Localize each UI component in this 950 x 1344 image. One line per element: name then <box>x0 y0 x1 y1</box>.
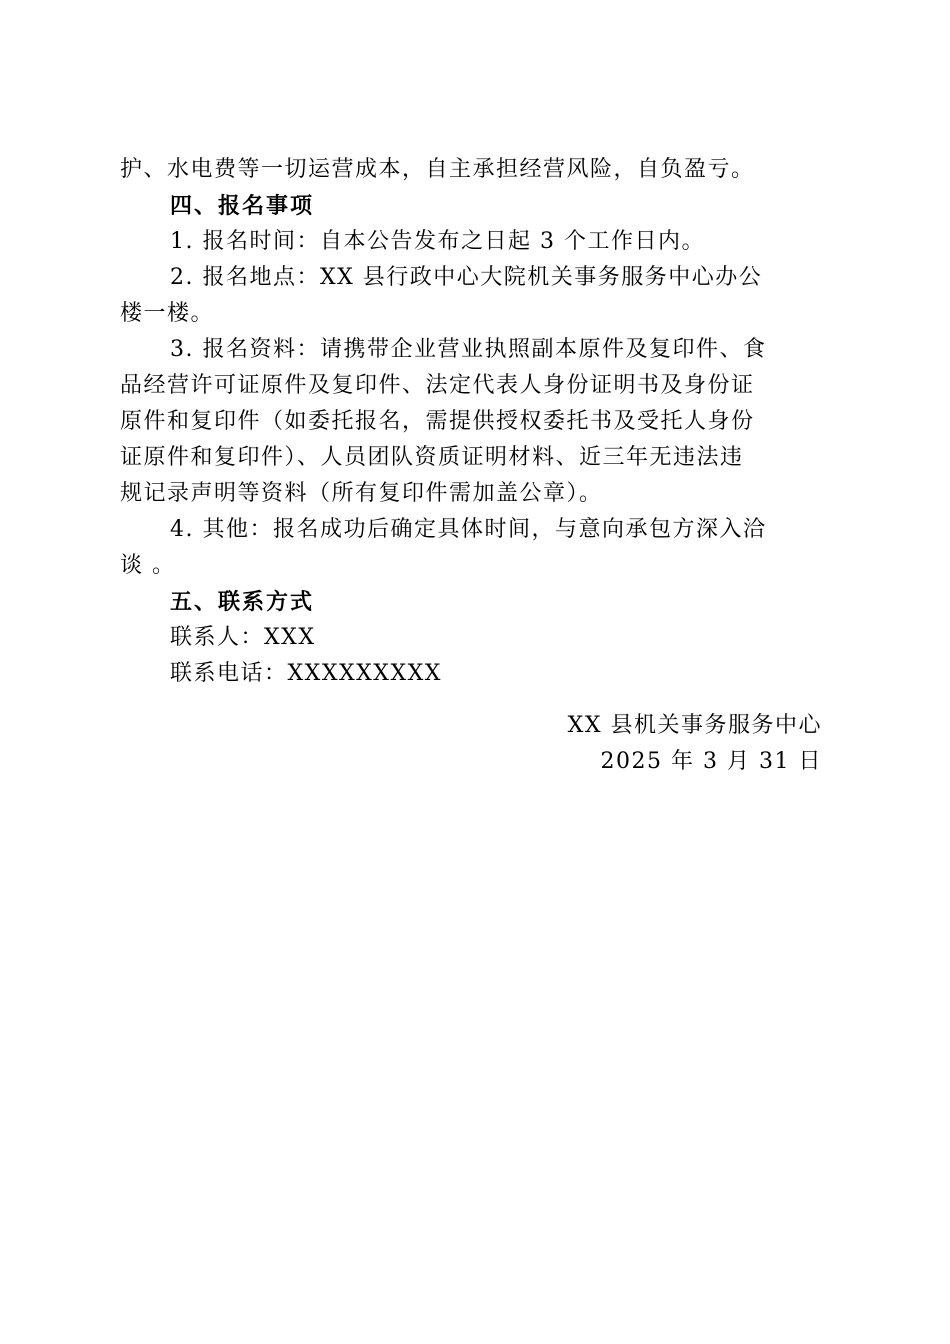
paragraph-continuation: 护、水电费等一切运营成本，自主承担经营风险，自负盈亏。 <box>120 157 755 182</box>
signature-organization: XX 县机关事务服务中心 <box>567 713 822 738</box>
section-heading-contact: 五、联系方式 <box>170 589 315 615</box>
registration-location-line2: 楼一楼。 <box>120 301 215 326</box>
registration-materials-line5: 规记录声明等资料（所有复印件需加盖公章）。 <box>120 481 603 506</box>
registration-materials-line1: 3. 报名资料：请携带企业营业执照副本原件及复印件、食 <box>170 337 767 362</box>
contact-phone: 联系电话：XXXXXXXXX <box>170 661 442 686</box>
registration-other-line2: 谈 。 <box>120 553 176 578</box>
registration-materials-line2: 品经营许可证原件及复印件、法定代表人身份证明书及身份证 <box>120 373 755 398</box>
registration-location-line1: 2. 报名地点：XX 县行政中心大院机关事务服务中心办公 <box>170 265 763 290</box>
contact-person: 联系人：XXX <box>170 625 316 650</box>
registration-materials-line3: 原件和复印件（如委托报名，需提供授权委托书及受托人身份 <box>120 409 755 434</box>
registration-time: 1. 报名时间：自本公告发布之日起 3 个工作日内。 <box>170 229 705 254</box>
registration-materials-line4: 证原件和复印件）、人员团队资质证明材料、近三年无违法违 <box>120 445 744 470</box>
signature-block <box>568 708 822 780</box>
registration-other-line1: 4. 其他：报名成功后确定具体时间，与意向承包方深入洽 <box>170 517 767 542</box>
signature-date: 2025 年 3 月 31 日 <box>600 749 822 774</box>
section-heading-registration: 四、报名事项 <box>170 193 315 219</box>
document-body <box>120 152 822 692</box>
